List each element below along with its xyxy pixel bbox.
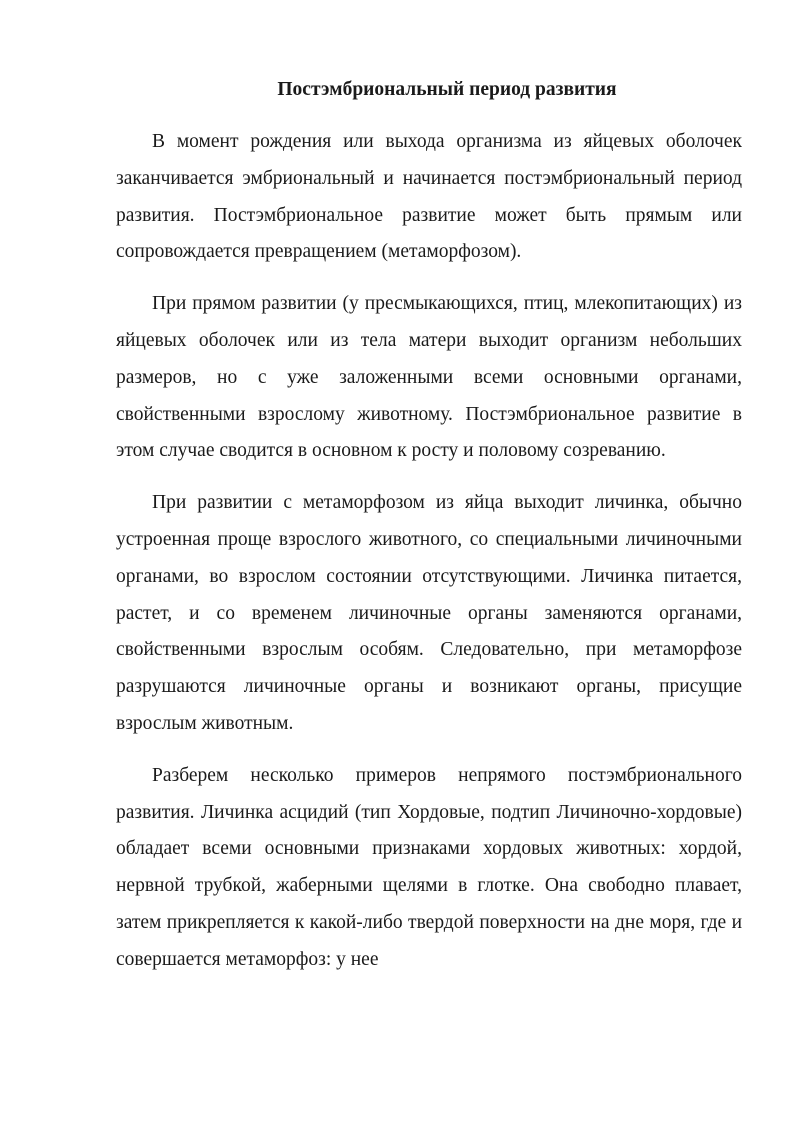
paragraph-4: Разберем несколько примеров непрямого постэмбрионального развития. Личинка асцидий (тип Хордовые, подтип Личиночно-хордовые) обладает всеми основными признаками хордовых животных: хордой, нервной трубкой, жаберными щелями в глотке. Она свободно плавает, затем прикрепляется к какой-либо твердой поверхности на дне моря, где и совершается метаморфоз: у нее xyxy=(116,764,742,970)
paragraph-1: В момент рождения или выхода организма из яйцевых оболочек заканчивается эмбриональный и начинается постэмбриональный период развития. Постэмбриональное развитие может быть прямым или сопровождается превращением (метаморфозом). xyxy=(116,131,742,263)
page-title: Постэмбриональный период развития xyxy=(277,79,617,100)
paragraph-3: При развитии с метаморфозом из яйца выходит личинка, обычно устроенная проще взрослого животного, со специальными личиночными органами, во взрослом состоянии отсутствующими. Личинка питается, растет, и со временем личиночные органы заменяются органами, свойственными взрослым особям. Следовательно, при метаморфозе разрушаются личиночные органы и возникают органы, присущие взрослым животным. xyxy=(116,492,742,734)
paragraph-2: При прямом развитии (у пресмыкающихся, птиц, млекопитающих) из яйцевых оболочек или из тела матери выходит организм небольших размеров, но с уже заложенными всеми основными органами, свойственными взрослому животному. Постэмбриональное развитие в этом случае сводится в основном к росту и половому созреванию. xyxy=(116,293,742,462)
document-page xyxy=(116,72,742,979)
